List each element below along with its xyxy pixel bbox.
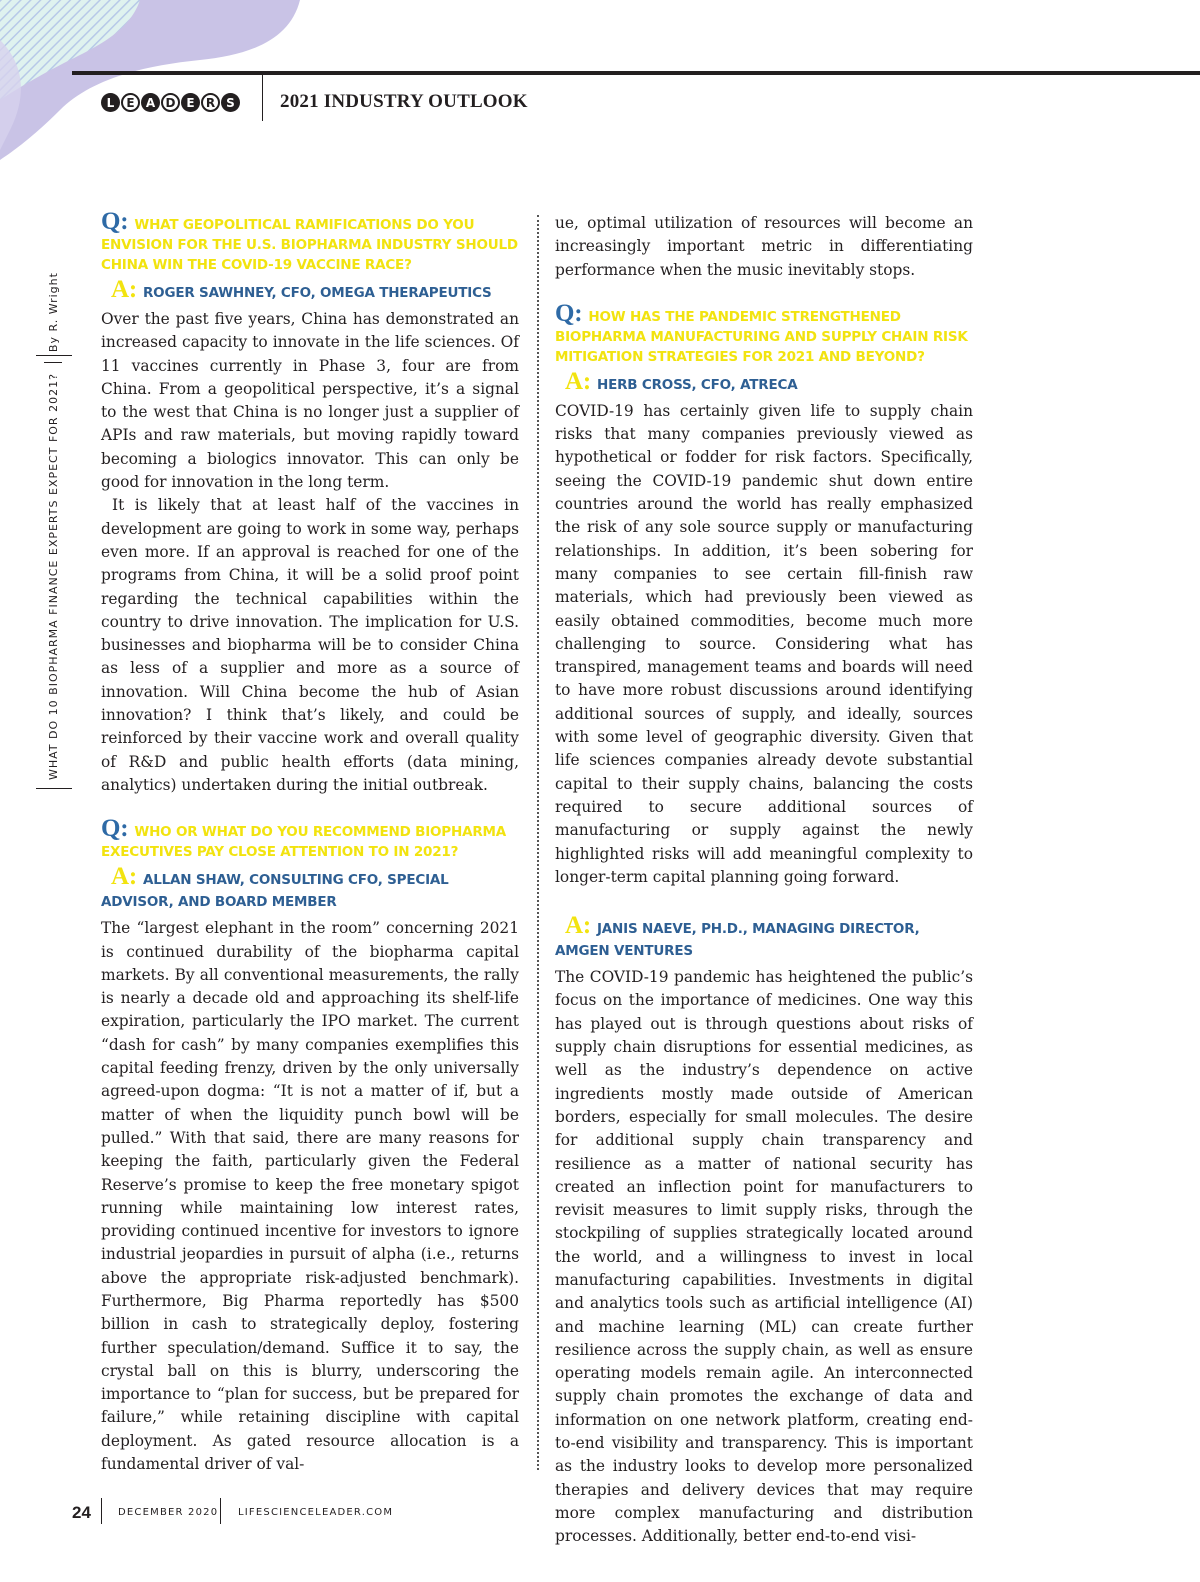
logo-letter: A [141, 93, 160, 112]
column-divider [537, 215, 539, 1470]
header-divider [262, 75, 263, 121]
question-text: WHAT GEOPOLITICAL RAMIFICATIONS DO YOU ENVISION FOR THE U.S. BIOPHARMA INDUSTRY SHOULD CHINA WIN THE COVID-19 VACCINE RACE? [101, 217, 518, 273]
body-paragraph: Over the past five years, China has demonstrated an increased capacity to innovate in the life sciences. Of 11 vaccines currently in Phase 3, four are from China. From a geopolitical perspective, it’s a signal to the west that China is no longer just a supplier of APIs and raw materials, but moving rapidly toward becoming a biologics innovator. This can only be good for innovation in the long term. [101, 310, 519, 492]
a-marker: A: [111, 276, 137, 303]
question-2 [101, 815, 519, 862]
byline: By R. Wright [46, 272, 60, 353]
body-paragraph: It is likely that at least half of the vaccines in development are going to work in some way, perhaps even more. If an approval is reached for one of the programs from China, it will be a solid proof point regarding the technical capabilities within the country to drive innovation. The implication for U.S. businesses and biopharma will be to consider China as less of a supplier and more as a source of innovation. Will China become the hub of Asian innovation? I think that’s likely, and could be reinforced by their vaccine work and overall quality of R&D and public health efforts (data mining, analytics) undertaken during the initial outbreak. [101, 496, 519, 794]
answer-3b-heading [555, 912, 973, 962]
question-3 [555, 299, 973, 367]
body-paragraph: The COVID-19 pandemic has heightened the public’s focus on the importance of medicines. One way this has played out is through questions about risks of supply chain disruptions for essential medicines, as well as the industry’s dependence on active ingredients mostly made outside of American borders, especially for small molecules. The desire for additional supply chain transparency and resilience as a matter of national security has created an inflection point for manufacturers to revisit measures to limit supply risks, through the stockpiling of supplies strategically located around the world, and a willingness to invest in local manufacturing capabilities. Investments in digital and analytics tools such as artificial intelligence (AI) and machine learning (ML) can create further resilience across the supply chain, as well as ensure operating models remain agile. An interconnected supply chain promotes the exchange of data and information on one network platform, creating end-to-end visibility and transparency. This is important as the industry looks to develop more personalized therapies and delivery devices that may require more complex manufacturing and distribution processes. Additionally, better end-to-end visi- [555, 968, 973, 1546]
side-rule [36, 788, 72, 789]
a-marker: A: [111, 863, 137, 891]
logo-letter: L [101, 93, 120, 112]
footer-divider [101, 1498, 102, 1524]
left-column [101, 208, 519, 1476]
question-text: HOW HAS THE PANDEMIC STRENGTHENED BIOPHARMA MANUFACTURING AND SUPPLY CHAIN RISK MITIGATION STRATEGIES FOR 2021 AND BEYOND? [555, 308, 968, 365]
a-marker: A: [565, 912, 591, 940]
article-headline: WHAT DO 10 BIOPHARMA FINANCE EXPERTS EXPECT FOR 2021? [46, 373, 60, 780]
answerer-name: ROGER SAWHNEY, CFO, OMEGA THERAPEUTICS [142, 285, 492, 301]
section-title: 2021 INDUSTRY OUTLOOK [280, 91, 528, 112]
logo-letter: R [201, 93, 220, 112]
leaders-logo [101, 93, 241, 112]
side-headline [42, 260, 64, 780]
body-paragraph: The “largest elephant in the room” concerning 2021 is continued durability of the biopharma capital markets. By all conventional measurements, the rally is nearly a decade old and approaching its shelf-life expiration, particularly the IPO market. The current “dash for cash” by many companies exemplifies this capital feeding frenzy, driven by the only universally agreed-upon dogma: “It is not a matter of if, but a matter of when the liquidity punch bowl will be pulled.” With that said, there are many reasons for keeping the faith, particularly given the Federal Reserve’s promise to keep the free monetary spigot running while maintaining low interest rates, providing continued incentive for investors to ignore industrial jeopardies in pursuit of alpha (i.e., returns above the appropriate risk-adjusted benchmark). Furthermore, Big Pharma reportedly has $500 billion in cash to strategically deploy, fostering further speculation/demand. Suffice it to say, the crystal ball on this is blurry, underscoring the importance to “plan for success, but be prepared for failure,” while retaining discipline with capital deployment. As gated resource allocation is a fundamental driver of val- [101, 919, 519, 1474]
footer-divider [220, 1498, 221, 1524]
right-column [555, 212, 973, 1549]
issue-date: DECEMBER 2020 [118, 1507, 219, 1518]
q-marker: Q: [101, 208, 129, 235]
website-link[interactable]: LIFESCIENCELEADER.COM [238, 1507, 394, 1518]
q-marker: Q: [555, 299, 583, 327]
body-paragraph: ue, optimal utilization of resources will become an increasingly important metric in differentiating performance when the music inevitably stops. [555, 214, 973, 279]
answerer-name: JANIS NAEVE, PH.D., MANAGING DIRECTOR, AMGEN VENTURES [555, 921, 920, 960]
logo-letter: S [221, 93, 240, 112]
a-marker: A: [565, 367, 591, 395]
answer-1-heading [101, 276, 519, 304]
q-marker: Q: [101, 815, 129, 843]
logo-letter: E [181, 93, 200, 112]
answer-2-heading [101, 863, 519, 913]
question-1 [101, 208, 519, 275]
body-paragraph: COVID-19 has certainly given life to supply chain risks that many companies previously viewed as hypothetical or fodder for risk factors. Specifically, seeing the COVID-19 pandemic shut down entire countries around the world has really emphasized the risk of any sole source supply or manufacturing relationships. In addition, it’s been sobering for many companies to see certain fill-finish raw materials, which had previously been viewed as easily obtained commodities, become much more challenging to source. Considering what has transpired, management teams and boards will need to have more robust discussions around identifying additional sources of supply, and ideally, sources with some level of geographic diversity. Given that life sciences companies already devote substantial capital to their supply chains, balancing the costs required to secure additional sources of manufacturing or supply against the newly highlighted risks will add meaningful complexity to longer-term capital planning going forward. [555, 401, 973, 886]
header-rule [72, 71, 1200, 75]
answer-3a-heading [555, 367, 973, 396]
answerer-name: ALLAN SHAW, CONSULTING CFO, SPECIAL ADVISOR, AND BOARD MEMBER [101, 872, 449, 911]
page-number: 24 [72, 1503, 91, 1522]
answerer-name: HERB CROSS, CFO, ATRECA [596, 376, 798, 393]
side-separator [44, 362, 62, 363]
logo-letter: D [161, 93, 180, 112]
question-text: WHO OR WHAT DO YOU RECOMMEND BIOPHARMA EXECUTIVES PAY CLOSE ATTENTION TO IN 2021? [101, 824, 507, 861]
logo-letter: E [121, 93, 140, 112]
